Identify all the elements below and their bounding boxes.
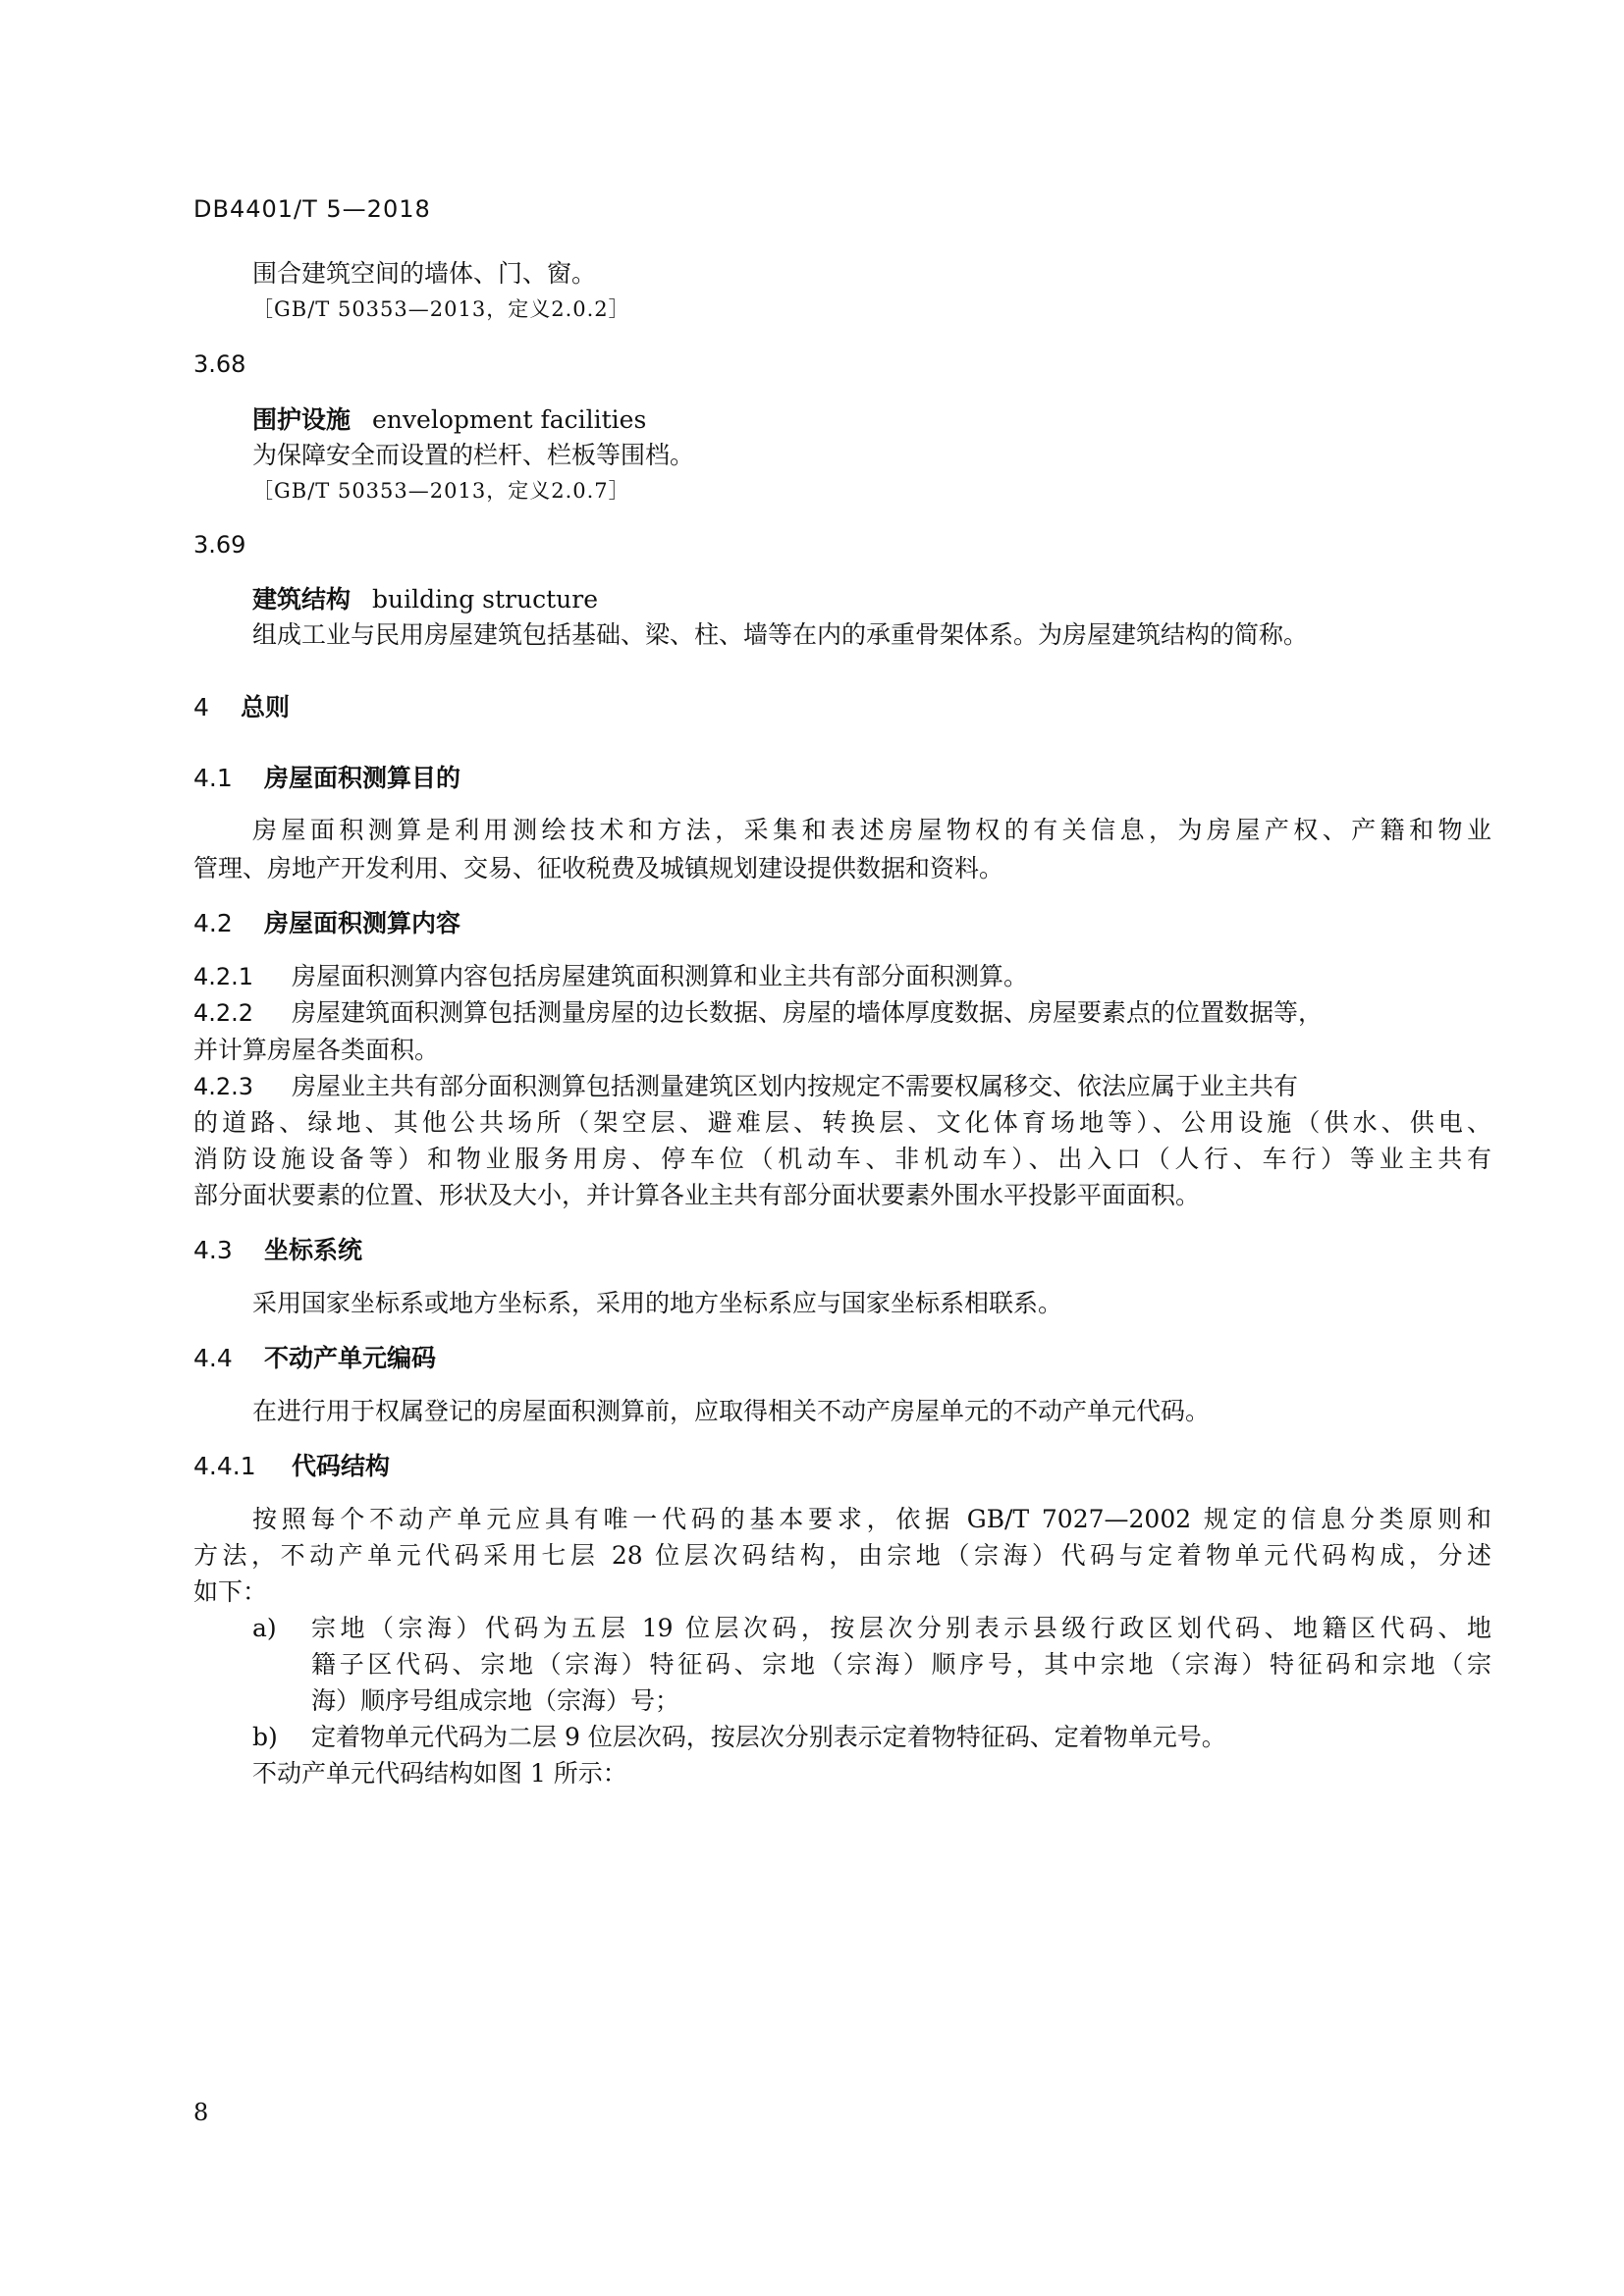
clause-text: 房屋建筑面积测算包括测量房屋的边长数据、房屋的墙体厚度数据、房屋要素点的位置数据等，: [292, 998, 1324, 1027]
paragraph-line: 方法，不动产单元代码采用七层 28 位层次码结构，由宗地（宗海）代码与定着物单元代码构成，分述: [193, 1541, 1491, 1570]
term-heading: [252, 403, 646, 437]
page-number: 8: [193, 2099, 209, 2126]
section-number: 4.3: [193, 1236, 233, 1264]
section-number: 4.4.1: [193, 1452, 256, 1480]
section-number: 4.4: [193, 1344, 233, 1372]
section-title: 房屋面积测算内容: [264, 909, 461, 937]
list-marker: b): [252, 1723, 278, 1751]
clause-line: [193, 960, 1028, 993]
term-heading: [252, 583, 598, 616]
clause-line: 的道路、绿地、其他公共场所（架空层、避难层、转换层、文化体育场地等）、公用设施（供水、供电、: [193, 1108, 1491, 1137]
list-item-line: 定着物单元代码为二层 9 位层次码，按层次分别表示定着物特征码、定着物单元号。: [311, 1723, 1226, 1751]
reference-note: ［GB/T 50353—2013，定义2.0.2］: [252, 297, 630, 321]
section-title: 房屋面积测算目的: [264, 764, 461, 792]
section-heading: [193, 1450, 390, 1483]
paragraph-line: 不动产单元代码结构如图 1 所示：: [252, 1759, 627, 1788]
paragraph-line: 管理、房地产开发利用、交易、征收税费及城镇规划建设提供数据和资料。: [193, 854, 1004, 882]
clause-number: 4.2.2: [193, 999, 254, 1027]
paragraph-line: 在进行用于权属登记的房屋面积测算前，应取得相关不动产房屋单元的不动产单元代码。: [252, 1397, 1211, 1425]
term-chinese: 建筑结构: [252, 585, 352, 614]
term-english: envelopment facilities: [372, 405, 647, 434]
paragraph-line: 如下：: [193, 1577, 268, 1606]
section-heading: [193, 907, 460, 940]
section-heading: [193, 762, 460, 795]
term-chinese: 围护设施: [252, 405, 352, 434]
section-heading: [193, 1342, 436, 1375]
clause-line: [193, 996, 1491, 1030]
list-item-line: 海）顺序号组成宗地（宗海）号；: [311, 1686, 680, 1715]
paragraph-line: 房屋面积测算是利用测绘技术和方法，采集和表述房屋物权的有关信息，为房屋产权、产籍和物业: [252, 816, 1491, 844]
clause-line: 并计算房屋各类面积。: [193, 1036, 440, 1064]
reference-note: ［GB/T 50353—2013，定义2.0.7］: [252, 479, 630, 503]
clause-text: 房屋面积测算内容包括房屋建筑面积测算和业主共有部分面积测算。: [292, 962, 1029, 990]
section-title: 坐标系统: [264, 1236, 363, 1264]
section-heading: [193, 691, 290, 724]
clause-line: [193, 1070, 1491, 1103]
paragraph-line: 采用国家坐标系或地方坐标系，采用的地方坐标系应与国家坐标系相联系。: [252, 1289, 1063, 1317]
paragraph-line: 按照每个不动产单元应具有唯一代码的基本要求，依据 GB/T 7027—2002 规定的信息分类原则和: [252, 1505, 1491, 1533]
list-item-line: 宗地（宗海）代码为五层 19 位层次码，按层次分别表示县级行政区划代码、地籍区代码、地: [311, 1614, 1491, 1642]
section-number: 4.2: [193, 909, 233, 937]
definition-text: 为保障安全而设置的栏杆、栏板等围档。: [252, 441, 695, 469]
list-marker: a): [252, 1614, 277, 1642]
clause-number: 4.2.1: [193, 963, 254, 990]
clause-text: 房屋业主共有部分面积测算包括测量建筑区划内按规定不需要权属移交、依法应属于业主共有: [292, 1072, 1299, 1100]
definition-text: 组成工业与民用房屋建筑包括基础、梁、柱、墙等在内的承重骨架体系。为房屋建筑结构的简称。: [252, 620, 1309, 649]
section-heading: [193, 1234, 362, 1267]
section-title: 代码结构: [292, 1452, 391, 1480]
term-english: building structure: [372, 585, 598, 614]
section-number: 4: [193, 693, 209, 721]
list-item-line: 籍子区代码、宗地（宗海）特征码、宗地（宗海）顺序号，其中宗地（宗海）特征码和宗地（宗: [311, 1650, 1491, 1679]
document-code-header: DB4401/T 5—2018: [193, 195, 431, 223]
term-number: 3.68: [193, 350, 246, 378]
section-number: 4.1: [193, 764, 233, 792]
clause-line: 消防设施设备等）和物业服务用房、停车位（机动车、非机动车）、出入口（人行、车行）等业主共有: [193, 1145, 1491, 1173]
clause-number: 4.2.3: [193, 1073, 254, 1100]
term-number: 3.69: [193, 531, 246, 559]
clause-line: 部分面状要素的位置、形状及大小，并计算各业主共有部分面状要素外围水平投影平面面积。: [193, 1181, 1201, 1209]
section-title: 总则: [241, 693, 291, 721]
section-title: 不动产单元编码: [264, 1344, 437, 1372]
definition-text: 围合建筑空间的墙体、门、窗。: [252, 259, 597, 288]
